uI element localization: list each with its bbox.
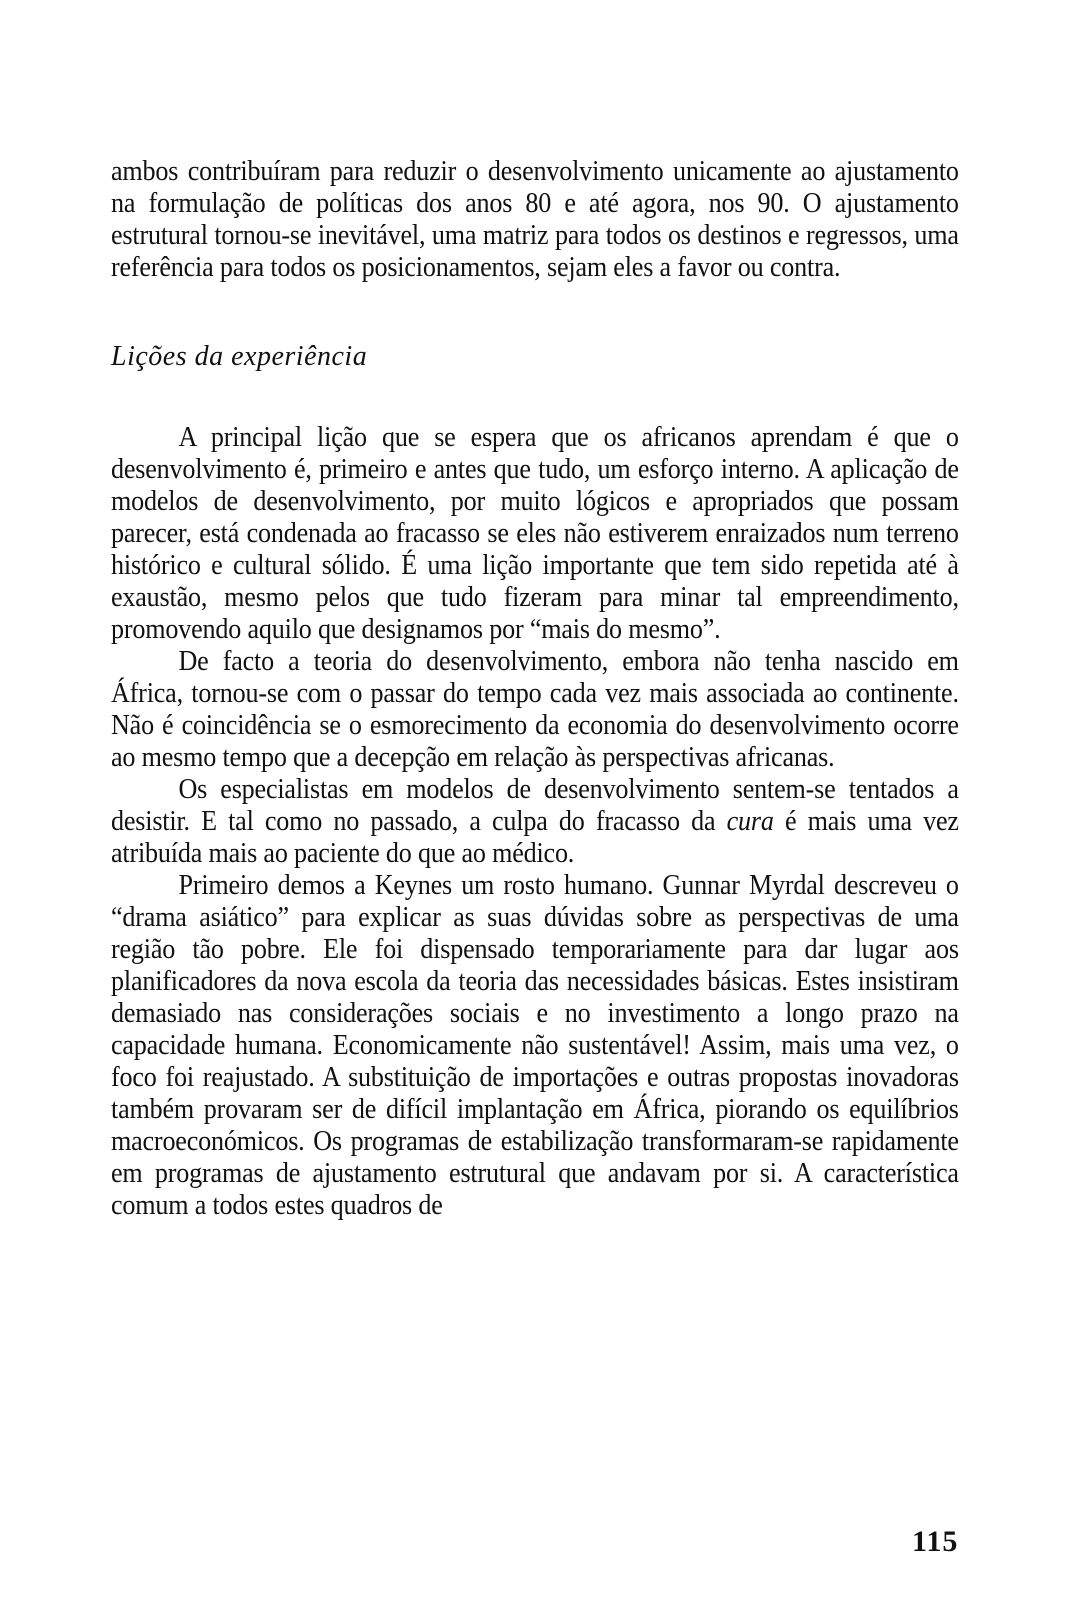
paragraph-4: Primeiro demos a Keynes um rosto humano. Gunnar Myrdal descreveu o “drama asiático” para explicar as suas dúvidas sobre as perspectivas de uma região tão pobre. Ele foi dispensado temporariamente para dar lugar aos planificadores da nova escola da teoria das necessidades básicas. Estes insistiram demasiado nas considerações sociais e no investimento a longo prazo na capacidade humana. Economicamente não sustentável! Assim, mais uma vez, o foco foi reajustado. A substituição de importações e outras propostas inovadoras também provaram ser de difícil implantação em África, piorando os equilíbrios macroeconómicos. Os programas de estabilização transformaram-se rapidamente em programas de ajustamento estrutural que andavam por si. A característica comum a todos estes quadros de: [111, 869, 959, 1221]
section-heading: Lições da experiência: [111, 341, 368, 372]
italic-term-cura: cura: [726, 805, 774, 837]
document-page: [111, 155, 959, 1221]
page-number: 115: [912, 1525, 959, 1558]
continuation-paragraph: ambos contribuíram para reduzir o desenvolvimento unicamente ao ajustamento na formulação de políticas dos anos 80 e até agora, nos 90. O ajustamento estrutural tornou-se inevitável, uma matriz para todos os destinos e regressos, uma referência para todos os posicionamentos, sejam eles a favor ou contra.: [111, 155, 959, 283]
paragraph-3-text-start: Os especialistas em modelos de desenvolvimento sentem-se tentados a desistir. E tal como no passado, a culpa do fracasso da: [111, 773, 959, 837]
paragraph-2: De facto a teoria do desenvolvimento, embora não tenha nascido em África, tornou-se com o passar do tempo cada vez mais associada ao continente. Não é coincidência se o esmorecimento da economia do desenvolvimento ocorre ao mesmo tempo que a decepção em relação às perspectivas africanas.: [111, 645, 959, 773]
paragraph-3: [111, 773, 959, 869]
paragraph-3-text-end: é mais uma vez atribuída mais ao paciente do que ao médico.: [111, 805, 959, 869]
paragraph-1: A principal lição que se espera que os africanos aprendam é que o desenvolvimento é, primeiro e antes que tudo, um esforço interno. A aplicação de modelos de desenvolvimento, por muito lógicos e apropriados que possam parecer, está condenada ao fracasso se eles não estiverem enraizados num terreno histórico e cultural sólido. É uma lição importante que tem sido repetida até à exaustão, mesmo pelos que tudo fizeram para minar tal empreendimento, promovendo aquilo que designamos por “mais do mesmo”.: [111, 421, 959, 645]
